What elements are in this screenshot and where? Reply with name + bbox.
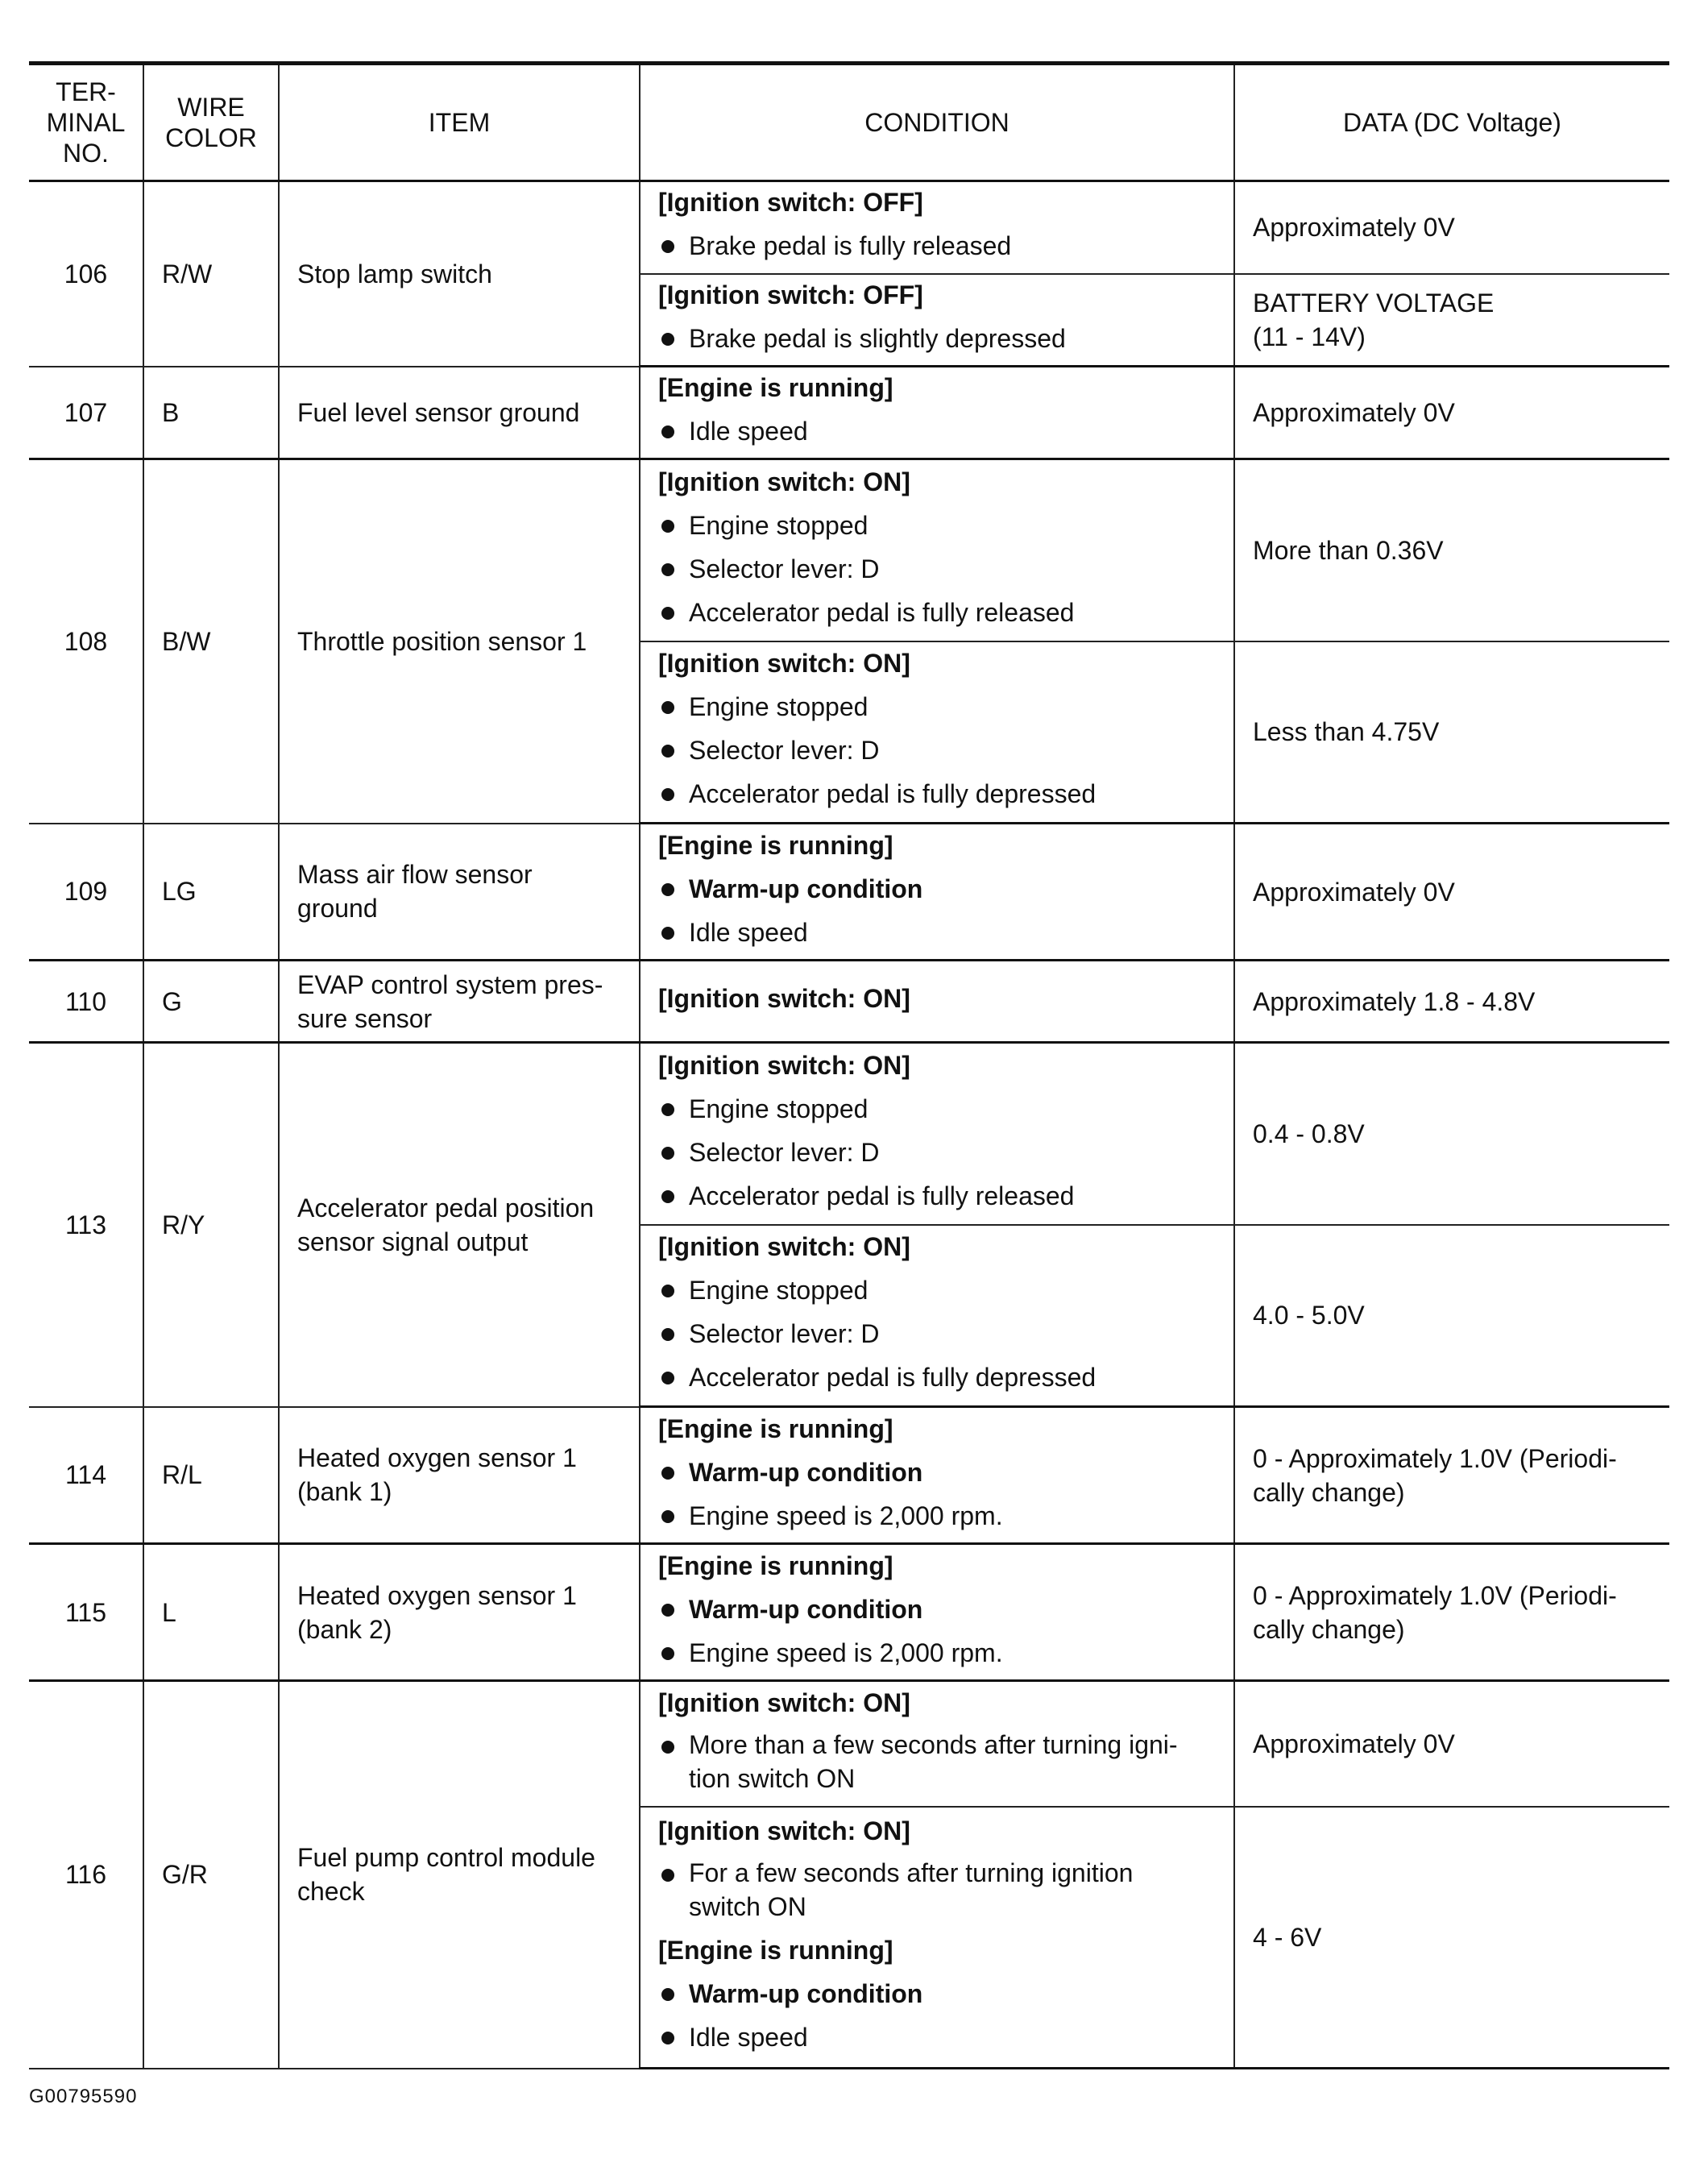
table-row — [29, 181, 1669, 274]
condition-item-text: Warm-up condition — [689, 1978, 923, 2008]
condition-item — [658, 1591, 1216, 1634]
data-voltage: 4 - 6V — [1234, 1807, 1669, 2069]
condition-item — [658, 1134, 1216, 1177]
condition-cell — [640, 274, 1234, 367]
table-body — [29, 181, 1669, 2069]
bullet-icon — [661, 1741, 674, 1754]
bullet-icon — [661, 520, 674, 533]
item-name: Throttle position sensor 1 — [279, 459, 640, 824]
bullet-icon — [661, 745, 674, 758]
table-header-row — [29, 64, 1669, 181]
condition-item-text: Idle speed — [689, 917, 808, 947]
condition-item — [658, 688, 1216, 732]
data-voltage: 0 - Approximately 1.0V (Periodi- cally change) — [1234, 1407, 1669, 1544]
condition-item-text: Warm-up condition — [689, 1594, 923, 1624]
data-voltage: Approximately 0V — [1234, 367, 1669, 459]
table-row — [29, 824, 1669, 961]
table-row — [29, 459, 1669, 641]
condition-heading: [Ignition switch: ON] — [658, 1232, 910, 1262]
condition-heading: [Ignition switch: ON] — [658, 1050, 910, 1080]
condition-item-text: Engine speed is 2,000 rpm. — [689, 1638, 1003, 1667]
wire-color: R/W — [143, 181, 279, 367]
condition-cell — [640, 367, 1234, 459]
data-voltage: More than 0.36V — [1234, 459, 1669, 641]
bullet-icon — [661, 1147, 674, 1160]
terminal-number: 116 — [29, 1681, 143, 2069]
condition-item-text: Engine stopped — [689, 692, 869, 722]
condition-item — [658, 550, 1216, 594]
condition-cell — [640, 1043, 1234, 1225]
condition-heading: [Ignition switch: OFF] — [658, 280, 923, 309]
table-row — [29, 1681, 1669, 1807]
bullet-icon — [661, 701, 674, 714]
data-voltage: 4.0 - 5.0V — [1234, 1225, 1669, 1407]
wire-color: R/L — [143, 1407, 279, 1544]
condition-cell — [640, 961, 1234, 1043]
bullet-icon — [661, 1869, 674, 1882]
condition-item — [658, 914, 1216, 957]
condition-cell — [640, 1807, 1234, 2069]
bullet-icon — [661, 1604, 674, 1617]
bullet-icon — [661, 1647, 674, 1660]
bullet-icon — [661, 1328, 674, 1341]
header-item: ITEM — [279, 64, 640, 181]
condition-item — [658, 320, 1216, 363]
condition-item-text: Selector lever: D — [689, 554, 880, 583]
condition-item-text: Idle speed — [689, 417, 808, 446]
condition-item-text: Engine stopped — [689, 510, 869, 540]
condition-cell — [640, 1407, 1234, 1544]
condition-heading: [Ignition switch: ON] — [658, 1687, 910, 1717]
condition-cell — [640, 181, 1234, 274]
condition-item-text: Accelerator pedal is fully released — [689, 597, 1075, 627]
condition-item-text: Warm-up condition — [689, 1457, 923, 1487]
ecm-terminal-table — [29, 61, 1669, 2069]
condition-heading: [Engine is running] — [658, 830, 893, 860]
item-name: EVAP control system pres- sure sensor — [279, 961, 640, 1043]
condition-item — [658, 1272, 1216, 1315]
condition-cell — [640, 1544, 1234, 1681]
data-voltage: 0.4 - 0.8V — [1234, 1043, 1669, 1225]
terminal-number: 106 — [29, 181, 143, 367]
bullet-icon — [661, 607, 674, 620]
condition-item — [658, 1634, 1216, 1678]
condition-item-text: Accelerator pedal is fully released — [689, 1181, 1075, 1210]
item-name: Heated oxygen sensor 1 (bank 1) — [279, 1407, 640, 1544]
condition-item-text: More than a few seconds after turning igni- tion switch ON — [689, 1729, 1178, 1793]
wire-color: L — [143, 1544, 279, 1681]
item-name: Stop lamp switch — [279, 181, 640, 367]
item-name: Fuel level sensor ground — [279, 367, 640, 459]
header-condition: CONDITION — [640, 64, 1234, 181]
data-voltage: Approximately 0V — [1234, 824, 1669, 961]
condition-heading: [Engine is running] — [658, 1935, 893, 1965]
data-voltage: Approximately 0V — [1234, 1681, 1669, 1807]
bullet-icon — [661, 1103, 674, 1116]
data-voltage: 0 - Approximately 1.0V (Periodi- cally change) — [1234, 1544, 1669, 1681]
bullet-icon — [661, 333, 674, 346]
condition-item-text: Accelerator pedal is fully depressed — [689, 1363, 1097, 1393]
condition-cell — [640, 824, 1234, 961]
condition-heading: [Ignition switch: ON] — [658, 983, 910, 1013]
condition-item — [658, 227, 1216, 271]
condition-item — [658, 732, 1216, 775]
terminal-number: 114 — [29, 1407, 143, 1544]
data-voltage: BATTERY VOLTAGE (11 - 14V) — [1234, 274, 1669, 367]
wire-color: R/Y — [143, 1043, 279, 1407]
table-row — [29, 1407, 1669, 1544]
data-voltage: Less than 4.75V — [1234, 641, 1669, 824]
condition-item-text: Warm-up condition — [689, 874, 923, 903]
header-wire-color: WIRE COLOR — [143, 64, 279, 181]
condition-cell — [640, 1681, 1234, 1807]
terminal-number: 115 — [29, 1544, 143, 1681]
condition-item — [658, 413, 1216, 456]
table-row — [29, 1043, 1669, 1225]
condition-heading: [Ignition switch: ON] — [658, 649, 910, 679]
condition-heading: [Ignition switch: ON] — [658, 467, 910, 496]
item-name: Fuel pump control module check — [279, 1681, 640, 2069]
header-data: DATA (DC Voltage) — [1234, 64, 1669, 181]
condition-item — [658, 1728, 1216, 1804]
header-terminal-no: TER- MINAL NO. — [29, 64, 143, 181]
wire-color: G/R — [143, 1681, 279, 2069]
terminal-number: 113 — [29, 1043, 143, 1407]
bullet-icon — [661, 2032, 674, 2044]
condition-item-text: Accelerator pedal is fully depressed — [689, 779, 1097, 809]
item-name: Mass air flow sensor ground — [279, 824, 640, 961]
bullet-icon — [661, 563, 674, 576]
bullet-icon — [661, 788, 674, 801]
condition-item-text: Engine stopped — [689, 1094, 869, 1123]
table-row — [29, 1544, 1669, 1681]
wire-color: B/W — [143, 459, 279, 824]
condition-item-text: Selector lever: D — [689, 1137, 880, 1167]
condition-item — [658, 1359, 1216, 1402]
bullet-icon — [661, 883, 674, 896]
bullet-icon — [661, 927, 674, 940]
condition-item — [658, 1315, 1216, 1359]
condition-item-text: Brake pedal is slightly depressed — [689, 323, 1066, 353]
data-voltage: Approximately 0V — [1234, 181, 1669, 274]
condition-item — [658, 1454, 1216, 1497]
terminal-number: 108 — [29, 459, 143, 824]
condition-item-text: Brake pedal is fully released — [689, 231, 1012, 261]
condition-item — [658, 1177, 1216, 1221]
condition-item-text: Selector lever: D — [689, 1319, 880, 1349]
bullet-icon — [661, 240, 674, 253]
condition-cell — [640, 1225, 1234, 1407]
bullet-icon — [661, 1510, 674, 1523]
bullet-icon — [661, 1467, 674, 1480]
bullet-icon — [661, 1988, 674, 2001]
condition-item-text: Selector lever: D — [689, 736, 880, 766]
condition-item — [658, 775, 1216, 819]
bullet-icon — [661, 1190, 674, 1203]
condition-item — [658, 1090, 1216, 1134]
condition-item — [658, 1497, 1216, 1541]
figure-id: G00795590 — [29, 2086, 138, 2107]
terminal-number: 110 — [29, 961, 143, 1043]
condition-item — [658, 1856, 1216, 1932]
wire-color: G — [143, 961, 279, 1043]
condition-item-text: Engine speed is 2,000 rpm. — [689, 1501, 1003, 1530]
condition-item — [658, 507, 1216, 550]
condition-item — [658, 870, 1216, 914]
condition-item — [658, 2019, 1216, 2062]
condition-heading: [Engine is running] — [658, 373, 893, 402]
condition-cell — [640, 459, 1234, 641]
condition-heading: [Engine is running] — [658, 1550, 893, 1580]
condition-heading: [Ignition switch: ON] — [658, 1816, 910, 1845]
condition-item — [658, 594, 1216, 637]
condition-item-text: Engine stopped — [689, 1276, 869, 1306]
wire-color: B — [143, 367, 279, 459]
condition-item-text: For a few seconds after turning ignition switch ON — [689, 1858, 1134, 1921]
terminal-number: 107 — [29, 367, 143, 459]
condition-item-text: Idle speed — [689, 2022, 808, 2052]
condition-heading: [Ignition switch: OFF] — [658, 188, 923, 218]
bullet-icon — [661, 425, 674, 438]
table-row — [29, 367, 1669, 459]
condition-cell — [640, 641, 1234, 824]
terminal-number: 109 — [29, 824, 143, 961]
bullet-icon — [661, 1285, 674, 1297]
data-voltage: Approximately 1.8 - 4.8V — [1234, 961, 1669, 1043]
item-name: Accelerator pedal position sensor signal output — [279, 1043, 640, 1407]
terminal-table-sheet — [29, 61, 1669, 2069]
table-row — [29, 961, 1669, 1043]
condition-heading: [Engine is running] — [658, 1413, 893, 1443]
wire-color: LG — [143, 824, 279, 961]
condition-item — [658, 1975, 1216, 2019]
bullet-icon — [661, 1372, 674, 1384]
item-name: Heated oxygen sensor 1 (bank 2) — [279, 1544, 640, 1681]
